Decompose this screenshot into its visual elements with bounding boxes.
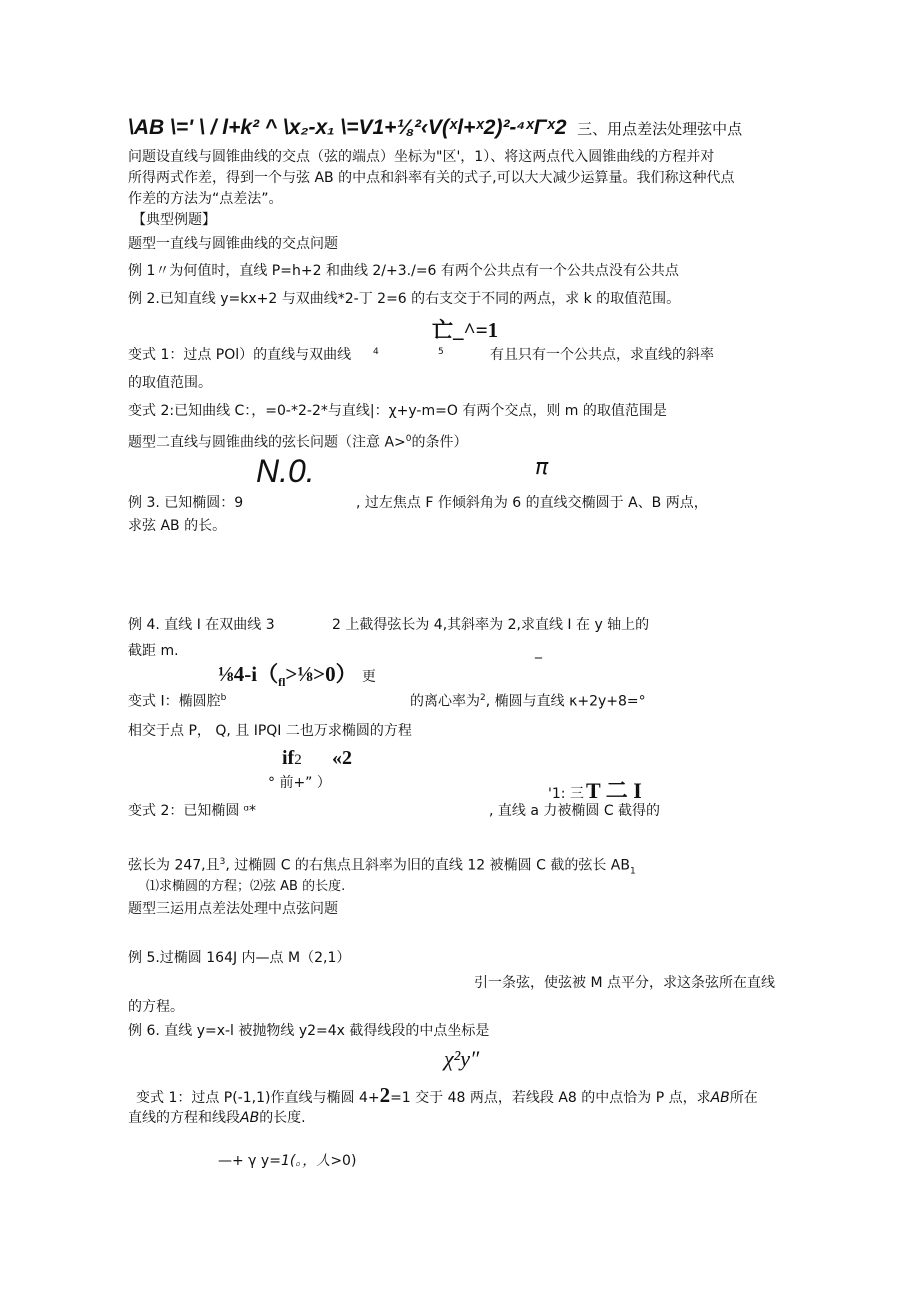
pi-symbol: π — [535, 455, 549, 480]
variant-2: 变式 2:已知曲线 C：，=0-*2-2*与直线|：χ+y-m=O 有两个交点，则 m 的取值范围是 — [128, 403, 667, 419]
variant-i-a — [128, 693, 226, 710]
subscript: 1 — [629, 866, 636, 877]
superscript: 5 — [438, 347, 444, 357]
variant-1-text-a: 变式 1：过点 POl）的直线与双曲线 — [128, 347, 352, 363]
variant-1 — [128, 347, 748, 364]
formula-fragment: ° 前+” ） — [268, 775, 331, 791]
superscript: 2 — [480, 693, 486, 703]
formula-part: >0) — [330, 1153, 357, 1169]
variant-text: , 过椭圆 C 的右焦点且斜率为旧的直线 12 被椭圆 C 截的弦长 AB — [225, 857, 630, 874]
example-5-end: 的方程。 — [128, 999, 184, 1015]
example-5-continued: 引一条弦，使弦被 M 点平分，求这条弦所在直线 — [474, 975, 775, 991]
formula-part: if — [282, 747, 295, 769]
example-4-b: 2 上截得弦长为 4,其斜率为 2,求直线 I 在 y 轴上的 — [332, 617, 650, 633]
section-three-heading: 三、用点差法处理弦中点 — [577, 120, 743, 138]
variant-1-continued: 的取值范围。 — [128, 375, 212, 391]
variant-2b-a — [128, 803, 256, 820]
formula-part: 2 — [379, 1083, 391, 1107]
example-3-continued: 求弦 AB 的长。 — [128, 518, 227, 534]
variant-text: 弦长为 247,且 — [128, 857, 220, 874]
formula-part: T 二 I — [585, 778, 642, 803]
paragraph-line: 问题设直线与圆锥曲线的交点（弦的端点）坐标为"区'，1）、将这两点代入圆锥曲线的方程并对 — [128, 149, 715, 165]
formula-part: 2 — [294, 752, 302, 768]
variant-text: 所在 — [729, 1090, 758, 1106]
example-1: 例 1〃为何值时，直线 P=h+2 和曲线 2/+3./=6 有两个公共点有一个公共点没有公共点 — [128, 263, 679, 279]
subscript: fl — [278, 675, 286, 690]
formula-part: ᵅ* — [243, 803, 257, 819]
formula-tail: 更 — [361, 669, 376, 685]
variant-i-text: 变式 I：椭圆腔 — [128, 693, 221, 710]
variant-1-ellipse-continued — [128, 1110, 306, 1127]
k2-fragment: «2 — [332, 747, 352, 769]
variant-2b-b: , 直线 a 力被椭圆 C 截得的 — [489, 803, 661, 819]
variant-text: 变式 1：过点 P(-1,1)作直线与椭圆 4+ — [136, 1090, 380, 1106]
variant-text: 的长度. — [259, 1110, 306, 1126]
variant-text: 直线的方程和线段 — [128, 1110, 240, 1126]
formula-part: AB — [710, 1090, 730, 1106]
variant-1-text-b: 有且只有一个公共点，求直线的斜率 — [490, 347, 714, 363]
formula-fragment — [218, 1153, 356, 1170]
superscript: 4 — [373, 347, 379, 357]
formula-part: AB — [240, 1110, 260, 1126]
underscore-mark: _ — [535, 643, 542, 659]
paragraph-line: 作差的方法为“点差法”。 — [128, 191, 283, 207]
topic-two-heading — [128, 434, 468, 451]
formula-part: 1(。，人 — [280, 1153, 331, 1169]
variant-i-b — [410, 693, 646, 710]
topic-three-heading: 题型三运用点差法处理中点弦问题 — [128, 901, 338, 917]
ellipse-condition-formula — [218, 662, 376, 690]
example-5: 例 5.过椭圆 164J 内—点 M（2,1） — [128, 950, 351, 966]
sub-questions: ⑴求椭圆的方程；⑵弦 AB 的长度. — [146, 879, 346, 894]
ellipse-formula-fragment: N.0. — [256, 453, 315, 489]
formula-part: —+ γ y= — [218, 1153, 281, 1169]
topic-one-heading: 题型一直线与圆锥曲线的交点问题 — [128, 236, 338, 252]
formula-part: >⅛>0） — [285, 662, 357, 686]
formula-part: ⅛4-i（ — [218, 662, 279, 686]
formula-fragment — [548, 778, 642, 804]
example-4-a: 例 4. 直线 I 在双曲线 3 — [128, 617, 275, 633]
formula-fragment: χ²y″ — [444, 1046, 480, 1071]
if2-fragment — [282, 746, 302, 770]
formula-line-1 — [128, 115, 742, 140]
variant-i-text: , 椭圆与直线 κ+2y+8=° — [485, 693, 646, 710]
variant-text: 变式 2：已知椭圆 — [128, 803, 240, 819]
example-4-continued: 截距 m. — [128, 643, 179, 659]
superscript: 3 — [219, 857, 226, 867]
typical-examples-heading: 【典型例题】 — [132, 212, 216, 228]
variant-i-continued: 相交于点 P， Q, 且 IPQI 二也万求椭圆的方程 — [128, 723, 412, 739]
superscript: 0 — [405, 434, 412, 444]
formula-part: '1: 三 — [548, 786, 584, 802]
superscript: b — [220, 693, 227, 703]
example-3-b: , 过左焦点 F 作倾斜角为 6 的直线交椭圆于 A、B 两点， — [356, 495, 708, 511]
example-6: 例 6. 直线 y=x-l 被抛物线 y2=4x 截得线段的中点坐标是 — [128, 1023, 490, 1039]
variant-text: =1 交于 48 两点，若线段 A8 的中点恰为 P 点，求 — [390, 1090, 711, 1106]
variant-1-ellipse — [136, 1083, 758, 1108]
chord-length-formula: \AB \=' \ / l+k² ^ \x₂-x₁ \=V1+⅛²‹V(ˣl+ˣ2)²-⁴ˣΓˣ2 — [128, 116, 567, 139]
variant-2b-continued — [128, 857, 636, 877]
example-2: 例 2.已知直线 y=kx+2 与双曲线*2-丁 2=6 的右支交于不同的两点，求 k 的取值范围。 — [128, 291, 681, 307]
topic-two-text-a: 题型二直线与圆锥曲线的弦长问题（注意 A> — [128, 434, 406, 451]
topic-two-text-b: 的条件） — [411, 434, 468, 451]
example-3-a: 例 3. 已知椭圆：9 — [128, 495, 244, 511]
variant-i-text: 的离心率为 — [410, 693, 480, 710]
paragraph-line: 所得两式作差，得到一个与弦 AB 的中点和斜率有关的式子,可以大大减少运算量。我们称这种代点 — [128, 170, 735, 186]
hyperbola-formula: 亡_^=1 — [432, 318, 499, 342]
